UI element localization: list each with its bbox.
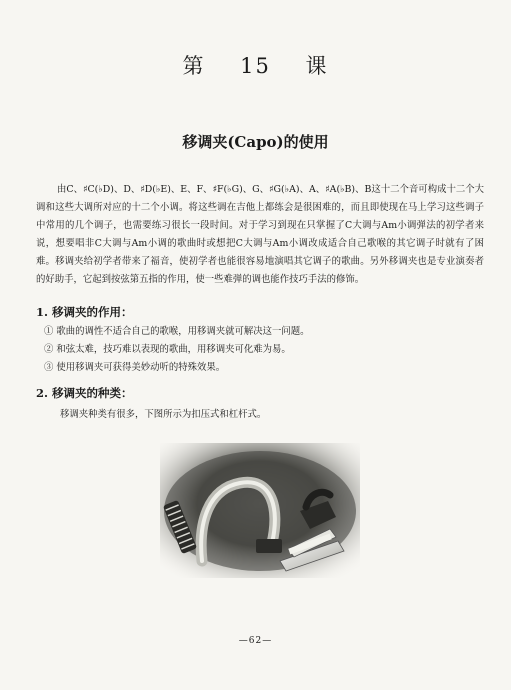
lesson-prefix: 第 xyxy=(182,54,206,78)
list-item: ② 和弦太难，技巧难以表现的歌曲，用移调夹可化难为易。 xyxy=(44,344,291,355)
intro-paragraph: 由C、♯C(♭D)、D、♯D(♭E)、E、F、♯F(♭G)、G、♯G(♭A)、A、♯A(♭B)、B这十二个音可构成十二个大调和这些大调所对应的十二个小调。将这些调在吉他上都练会是很困难的，而且即使现在马上学习这些调子中常用的几个调子，也需要练习很长一段时间。对于学习到现在只掌握了C大调与Am小调弹法的初学者来说，想要唱非C大调与Am小调的歌曲时或想把C大调与Am小调改成适合自己歌喉的其它调子时就有了困难。移调夹给初学者带来了福音，使初学者也能很容易地演唱其它调子的歌曲。另外移调夹也是专业演奏者的好助手，它起到按弦第五指的作用，使一些难弹的调也能作技巧手法的修饰。 xyxy=(36,184,484,285)
types-heading: 2. 移调夹的种类： xyxy=(36,386,133,400)
capo-photo xyxy=(160,443,360,578)
types-text: 移调夹种类有很多，下图所示为扣压式和杠杆式。 xyxy=(60,409,267,420)
list-item: ① 歌曲的调性不适合自己的歌喉，用移调夹就可解决这一问题。 xyxy=(44,326,310,337)
lesson-suffix: 课 xyxy=(305,54,329,78)
lesson-number: 15 xyxy=(240,54,271,78)
page-number: —62— xyxy=(238,636,273,646)
uses-heading: 1. 移调夹的作用： xyxy=(36,305,133,319)
lesson-title xyxy=(0,50,511,80)
uses-list xyxy=(44,323,484,377)
list-item: ③ 使用移调夹可获得美妙动听的特殊效果。 xyxy=(44,362,226,373)
section-title: 移调夹(Capo)的使用 xyxy=(182,133,329,151)
